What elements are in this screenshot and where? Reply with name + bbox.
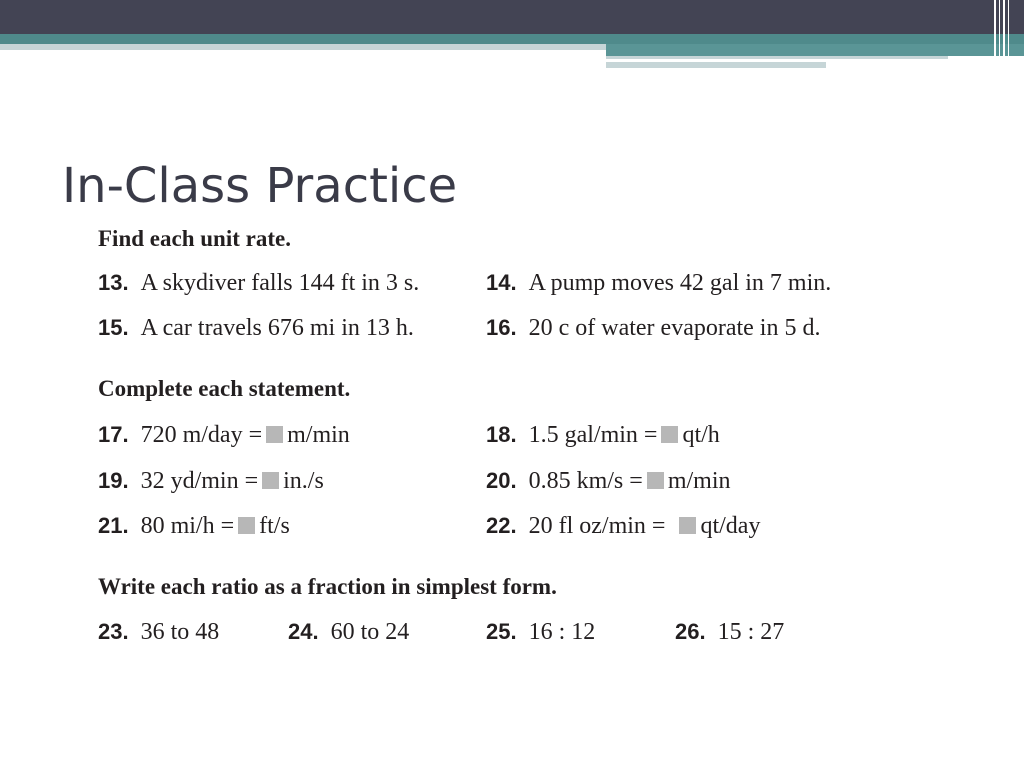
answer-blank — [647, 472, 664, 489]
problem-number: 25. — [486, 619, 517, 644]
problem-number: 16. — [486, 315, 517, 340]
problem-number: 23. — [98, 619, 129, 644]
answer-blank — [266, 426, 283, 443]
problem-number: 19. — [98, 468, 129, 493]
problem-unit: qt/h — [682, 422, 720, 448]
answer-blank — [679, 517, 696, 534]
answer-blank — [661, 426, 678, 443]
problem-text: 60 to 24 — [330, 619, 410, 645]
problem-text: 720 m/day = — [140, 422, 263, 448]
problem-unit: m/min — [287, 422, 350, 448]
problem-17 — [98, 422, 350, 449]
header-stripe — [606, 56, 948, 59]
problem-text: 20 c of water evaporate in 5 d. — [528, 315, 821, 341]
problem-number: 14. — [486, 270, 517, 295]
problem-unit: ft/s — [259, 513, 290, 539]
problem-number: 18. — [486, 422, 517, 447]
problem-number: 21. — [98, 513, 129, 538]
problem-18 — [486, 422, 720, 449]
problem-23 — [98, 619, 219, 646]
problem-14 — [486, 270, 831, 297]
problem-number: 24. — [288, 619, 319, 644]
problem-text: 80 mi/h = — [140, 513, 235, 539]
problem-number: 22. — [486, 513, 517, 538]
header-vertical-lines — [992, 0, 1024, 68]
problem-21 — [98, 513, 290, 540]
problem-number: 15. — [98, 315, 129, 340]
header-bar-teal-right — [606, 44, 1024, 56]
problem-text: 0.85 km/s = — [528, 468, 643, 494]
header-bar-light — [0, 44, 606, 50]
problem-number: 13. — [98, 270, 129, 295]
problem-16 — [486, 315, 820, 342]
header-bar-dark — [0, 0, 1024, 34]
problem-text: 20 fl oz/min = — [528, 513, 666, 539]
problem-text: 32 yd/min = — [140, 468, 259, 494]
problem-unit: in./s — [283, 468, 324, 494]
problem-text: A car travels 676 mi in 13 h. — [140, 315, 414, 341]
slide-title: In-Class Practice — [62, 158, 458, 214]
section-heading: Find each unit rate. — [98, 226, 291, 251]
section-heading: Complete each statement. — [98, 376, 351, 401]
problem-25 — [486, 619, 595, 646]
problem-text: 36 to 48 — [140, 619, 220, 645]
header-bar-teal — [0, 34, 1024, 44]
problem-unit: qt/day — [700, 513, 761, 539]
problem-22 — [486, 513, 760, 540]
problem-text: A pump moves 42 gal in 7 min. — [528, 270, 832, 296]
problem-15 — [98, 315, 414, 342]
problem-text: 1.5 gal/min = — [528, 422, 658, 448]
problem-19 — [98, 468, 324, 495]
answer-blank — [238, 517, 255, 534]
problem-text: A skydiver falls 144 ft in 3 s. — [140, 270, 420, 296]
problem-text: 15 : 27 — [717, 619, 785, 645]
header-stripe — [606, 62, 826, 68]
problem-unit: m/min — [667, 468, 731, 494]
answer-blank — [262, 472, 279, 489]
problem-20 — [486, 468, 730, 495]
problem-24 — [288, 619, 409, 646]
problem-26 — [675, 619, 784, 646]
problem-text: 16 : 12 — [528, 619, 596, 645]
problem-number: 26. — [675, 619, 706, 644]
problem-number: 17. — [98, 422, 129, 447]
problem-13 — [98, 270, 419, 297]
problem-number: 20. — [486, 468, 517, 493]
section-heading: Write each ratio as a fraction in simplest form. — [98, 574, 557, 599]
